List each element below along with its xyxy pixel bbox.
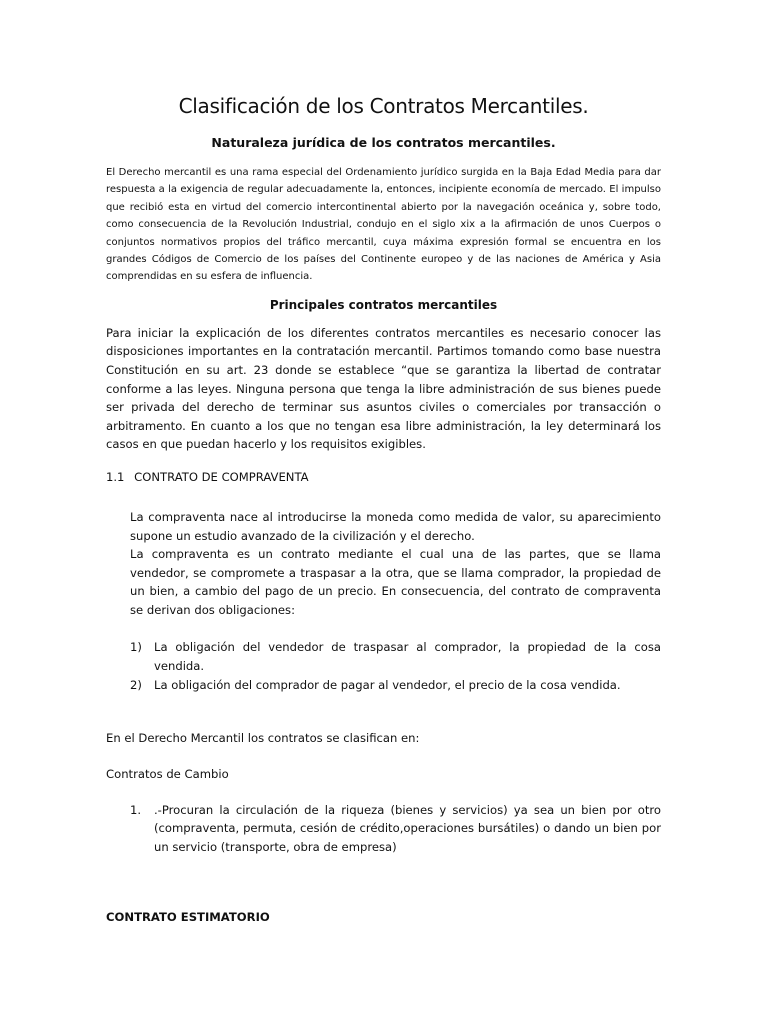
list-item-text: La obligación del vendedor de traspasar al comprador, la propiedad de la cosa vendida. [154,639,661,673]
obligaciones-list [130,638,661,695]
subtitle-naturaleza: Naturaleza jurídica de los contratos mercantiles. [211,135,556,150]
cambio-list [130,801,661,857]
list-marker: 1. [130,802,142,817]
document-page [106,92,661,926]
contratos-cambio-label: Contratos de Cambio [106,766,229,781]
compraventa-paragraph-1: La compraventa nace al introducirse la moneda como medida de valor, su aparecimiento supone un estudio avanzado de la civilización y el derecho. [130,510,661,543]
list-item [130,638,661,676]
intro-paragraph: El Derecho mercantil es una rama especial del Ordenamiento jurídico surgida en la Baja Edad Media para dar respuesta a la exigencia de regular adecuadamente la, entonces, incipiente economía de mercado. El impulso que recibió esta en virtud del comercio intercontinental abierto por la navegación oceánica y, sobre todo, como consecuencia de la Revolución Industrial, condujo en el siglo xix a la afirmación de unos Cuerpos o conjuntos normativos propios del tráfico mercantil, cuya máxima expresión formal se encuentra en los grandes Códigos de Comercio de los países del Continente europeo y de las naciones de América y Asia comprendidas en su esfera de influencia. [106,167,661,283]
compraventa-block [130,508,661,695]
heading-number: 1.1 [106,470,125,484]
heading-contrato-estimatorio: CONTRATO ESTIMATORIO [106,910,270,925]
compraventa-paragraph-2: La compraventa es un contrato mediante el cual una de las partes, que se llama vendedor, se compromete a traspasar a la otra, que se llama comprador, la propiedad de un bien, a cambio del pago de un precio. En consecuencia, del contrato de compraventa se derivan dos obligaciones: [130,547,661,617]
clasificacion-intro: En el Derecho Mercantil los contratos se clasifican en: [106,730,420,745]
principales-paragraph: Para iniciar la explicación de los diferentes contratos mercantiles es necesario conocer las disposiciones importantes en la contratación mercantil. Partimos tomando como base nuestra Constitución en su art. 23 donde se establece “que se garantiza la libertad de contratar conforme a las leyes. Ninguna persona que tenga la libre administración de sus bienes puede ser privada del derecho de terminar sus asuntos civiles o comerciales por transacción o arbitramento. En cuanto a los que no tengan esa libre administración, la ley determinará los casos en que puedan hacerlo y los requisitos exigibles. [106,325,661,452]
section-principales-contratos: Principales contratos mercantiles [269,297,498,312]
list-item-text: .-Procuran la circulación de la riqueza (bienes y servicios) ya sea un bien por otro (compraventa, permuta, cesión de crédito,operaciones bursátiles) o dando un bien por un servicio (transporte, obra de empresa) [154,802,661,854]
list-item [130,801,661,857]
heading-label: CONTRATO DE COMPRAVENTA [134,470,309,484]
heading-contrato-compraventa [106,468,661,486]
list-item [130,676,661,695]
list-marker: 1) [130,639,142,654]
list-item-text: La obligación del comprador de pagar al vendedor, el precio de la cosa vendida. [154,677,621,692]
list-marker: 2) [130,677,142,692]
document-title: Clasificación de los Contratos Mercantiles. [178,94,589,118]
